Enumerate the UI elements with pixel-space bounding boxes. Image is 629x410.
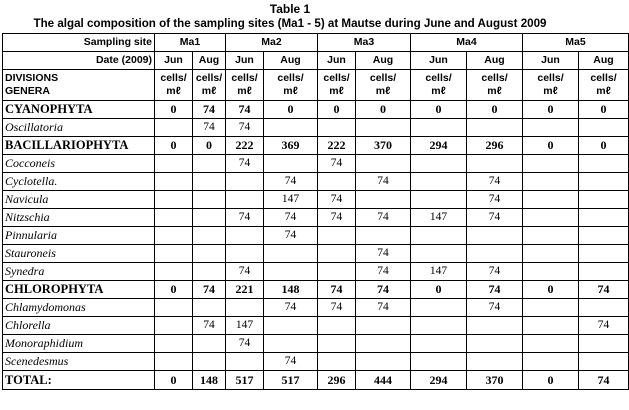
genus-row	[3, 119, 629, 137]
genus-row	[3, 155, 629, 173]
cell-value	[356, 227, 411, 245]
cell-value: 74	[226, 155, 264, 173]
genus-name: Cocconeis	[3, 155, 155, 173]
cell-value	[264, 263, 318, 281]
cell-value	[579, 245, 629, 263]
cell-value	[193, 245, 226, 263]
genus-row	[3, 191, 629, 209]
unit-header: cells/ mℓ	[155, 70, 193, 101]
cell-value	[467, 155, 523, 173]
cell-value: 74	[318, 155, 356, 173]
cell-value	[579, 335, 629, 353]
cell-value	[523, 299, 579, 317]
unit-header: cells/ mℓ	[318, 70, 356, 101]
unit-header: cells/ mℓ	[467, 70, 523, 101]
genus-row	[3, 173, 629, 191]
table-body	[3, 101, 629, 390]
cell-value	[523, 209, 579, 227]
month-header: Jun	[318, 52, 356, 70]
cell-value: 0	[467, 101, 523, 119]
cell-value	[523, 335, 579, 353]
cell-value: 74	[356, 173, 411, 191]
cell-value	[579, 155, 629, 173]
cell-value	[523, 317, 579, 335]
genus-name: Pinnularia	[3, 227, 155, 245]
cell-value	[318, 335, 356, 353]
cell-value	[193, 173, 226, 191]
genus-name: Navicula	[3, 191, 155, 209]
cell-value	[226, 299, 264, 317]
genus-row	[3, 227, 629, 245]
cell-value	[264, 245, 318, 263]
month-header: Aug	[193, 52, 226, 70]
cell-value: 74	[579, 371, 629, 390]
date-row	[3, 52, 629, 70]
genus-row	[3, 263, 629, 281]
table-page	[2, 2, 617, 408]
cell-value	[523, 245, 579, 263]
cell-value	[579, 353, 629, 371]
cell-value	[467, 119, 523, 137]
cell-value: 0	[155, 371, 193, 390]
cell-value: 74	[193, 317, 226, 335]
cell-value: 74	[226, 263, 264, 281]
cell-value: 0	[579, 137, 629, 155]
cell-value	[411, 317, 467, 335]
cell-value: 148	[264, 281, 318, 299]
cell-value	[318, 245, 356, 263]
cell-value: 296	[318, 371, 356, 390]
unit-header: cells/ mℓ	[356, 70, 411, 101]
site-header-ma1: Ma1	[155, 34, 226, 52]
genus-row	[3, 299, 629, 317]
cell-value	[523, 263, 579, 281]
cell-value	[523, 353, 579, 371]
cell-value: 0	[155, 137, 193, 155]
table-title: Table 1	[269, 2, 311, 16]
cell-value	[318, 263, 356, 281]
cell-value: 74	[318, 281, 356, 299]
cell-value: 370	[356, 137, 411, 155]
cell-value	[523, 173, 579, 191]
cell-value	[523, 191, 579, 209]
cell-value: 148	[193, 371, 226, 390]
divisions-genera-row	[3, 70, 629, 101]
cell-value	[411, 335, 467, 353]
table-subtitle: The algal composition of the sampling sites (Ma1 - 5) at Mautse during June and August 2009	[33, 17, 547, 30]
month-header: Aug	[264, 52, 318, 70]
cell-value	[523, 155, 579, 173]
cell-value: 0	[523, 101, 579, 119]
cell-value	[411, 155, 467, 173]
cell-value: 222	[318, 137, 356, 155]
cell-value: 74	[226, 209, 264, 227]
genera-label: GENERA	[5, 85, 50, 97]
genus-name: Chlamydomonas	[3, 299, 155, 317]
divisions-label: DIVISIONS	[5, 72, 59, 84]
genus-row	[3, 245, 629, 263]
cell-value	[155, 173, 193, 191]
genus-row	[3, 209, 629, 227]
cell-value: 74	[318, 299, 356, 317]
date-label: Date (2009)	[3, 52, 155, 70]
cell-value: 74	[579, 317, 629, 335]
month-header: Jun	[411, 52, 467, 70]
cell-value: 0	[318, 101, 356, 119]
site-header-ma2: Ma2	[226, 34, 318, 52]
cell-value: 74	[193, 281, 226, 299]
month-header: Aug	[356, 52, 411, 70]
cell-value	[411, 191, 467, 209]
cell-value: 74	[264, 227, 318, 245]
cell-value: 147	[411, 209, 467, 227]
cell-value: 369	[264, 137, 318, 155]
cell-value	[579, 227, 629, 245]
unit-header: cells/ mℓ	[579, 70, 629, 101]
site-header-ma3: Ma3	[318, 34, 411, 52]
cell-value	[226, 227, 264, 245]
cell-value: 74	[467, 173, 523, 191]
cell-value: 74	[467, 299, 523, 317]
cell-value: 74	[356, 281, 411, 299]
cell-value: 74	[264, 209, 318, 227]
division-name: BACILLARIOPHYTA	[3, 137, 155, 155]
cell-value	[155, 119, 193, 137]
cell-value: 74	[467, 281, 523, 299]
site-header-ma5: Ma5	[523, 34, 629, 52]
cell-value: 74	[356, 263, 411, 281]
cell-value: 0	[523, 281, 579, 299]
cell-value: 147	[411, 263, 467, 281]
cell-value: 147	[264, 191, 318, 209]
cell-value	[356, 335, 411, 353]
cell-value: 444	[356, 371, 411, 390]
cell-value: 0	[523, 371, 579, 390]
cell-value	[318, 317, 356, 335]
cell-value: 74	[226, 101, 264, 119]
cell-value	[579, 299, 629, 317]
cell-value: 517	[264, 371, 318, 390]
total-row	[3, 371, 629, 390]
cell-value: 0	[411, 281, 467, 299]
unit-header: cells/ mℓ	[226, 70, 264, 101]
cell-value	[264, 119, 318, 137]
cell-value: 74	[226, 119, 264, 137]
sampling-site-row	[3, 34, 629, 52]
cell-value	[579, 173, 629, 191]
genus-name: Stauroneis	[3, 245, 155, 263]
cell-value	[523, 119, 579, 137]
cell-value	[155, 191, 193, 209]
unit-header: cells/ mℓ	[411, 70, 467, 101]
month-header: Aug	[467, 52, 523, 70]
cell-value: 74	[356, 209, 411, 227]
month-header: Jun	[226, 52, 264, 70]
month-header: Aug	[579, 52, 629, 70]
cell-value	[155, 353, 193, 371]
genus-name: Nitzschia	[3, 209, 155, 227]
cell-value: 74	[226, 335, 264, 353]
cell-value	[579, 119, 629, 137]
unit-header: cells/ mℓ	[193, 70, 226, 101]
cell-value	[411, 353, 467, 371]
cell-value: 74	[467, 209, 523, 227]
total-label: TOTAL:	[3, 371, 155, 390]
genus-name: Cyclotella.	[3, 173, 155, 191]
cell-value	[264, 317, 318, 335]
cell-value: 296	[467, 137, 523, 155]
cell-value	[467, 335, 523, 353]
cell-value	[411, 227, 467, 245]
division-row	[3, 101, 629, 119]
cell-value	[264, 335, 318, 353]
cell-value: 517	[226, 371, 264, 390]
cell-value	[155, 335, 193, 353]
cell-value: 74	[467, 263, 523, 281]
cell-value	[356, 353, 411, 371]
cell-value	[226, 191, 264, 209]
cell-value: 370	[467, 371, 523, 390]
cell-value	[467, 353, 523, 371]
cell-value	[356, 317, 411, 335]
genus-name: Monoraphidium	[3, 335, 155, 353]
cell-value	[411, 299, 467, 317]
cell-value: 0	[193, 137, 226, 155]
division-name: CHLOROPHYTA	[3, 281, 155, 299]
cell-value: 221	[226, 281, 264, 299]
cell-value	[226, 173, 264, 191]
cell-value	[467, 317, 523, 335]
divisions-genera-label	[3, 70, 155, 101]
cell-value	[155, 209, 193, 227]
division-name: CYANOPHYTA	[3, 101, 155, 119]
cell-value: 0	[264, 101, 318, 119]
genus-name: Synedra	[3, 263, 155, 281]
cell-value	[356, 155, 411, 173]
cell-value	[264, 155, 318, 173]
genus-name: Scenedesmus	[3, 353, 155, 371]
cell-value: 74	[264, 173, 318, 191]
cell-value	[318, 173, 356, 191]
genus-row	[3, 353, 629, 371]
cell-value	[193, 209, 226, 227]
cell-value	[579, 191, 629, 209]
cell-value	[318, 227, 356, 245]
cell-value	[411, 173, 467, 191]
cell-value	[579, 209, 629, 227]
cell-value: 74	[356, 299, 411, 317]
cell-value: 74	[318, 209, 356, 227]
cell-value	[155, 317, 193, 335]
cell-value: 74	[467, 191, 523, 209]
cell-value: 74	[264, 353, 318, 371]
cell-value	[226, 245, 264, 263]
cell-value: 0	[523, 137, 579, 155]
month-header: Jun	[155, 52, 193, 70]
cell-value	[193, 155, 226, 173]
cell-value	[155, 245, 193, 263]
cell-value: 294	[411, 137, 467, 155]
genus-name: Oscillatoria	[3, 119, 155, 137]
cell-value: 0	[155, 101, 193, 119]
cell-value: 74	[193, 101, 226, 119]
cell-value	[155, 299, 193, 317]
cell-value	[318, 353, 356, 371]
cell-value: 294	[411, 371, 467, 390]
cell-value	[318, 119, 356, 137]
cell-value: 74	[579, 281, 629, 299]
cell-value	[155, 155, 193, 173]
site-header-ma4: Ma4	[411, 34, 523, 52]
cell-value	[193, 191, 226, 209]
cell-value	[411, 119, 467, 137]
cell-value	[155, 227, 193, 245]
cell-value	[356, 191, 411, 209]
cell-value	[411, 245, 467, 263]
cell-value	[193, 353, 226, 371]
cell-value	[523, 227, 579, 245]
cell-value: 0	[155, 281, 193, 299]
cell-value	[155, 263, 193, 281]
sampling-site-label: Sampling site	[3, 34, 155, 52]
genus-name: Chlorella	[3, 317, 155, 335]
cell-value	[193, 335, 226, 353]
cell-value: 0	[579, 101, 629, 119]
month-header: Jun	[523, 52, 579, 70]
cell-value: 0	[356, 101, 411, 119]
division-row	[3, 137, 629, 155]
cell-value: 0	[411, 101, 467, 119]
division-row	[3, 281, 629, 299]
cell-value	[467, 245, 523, 263]
cell-value	[467, 227, 523, 245]
algal-composition-table	[2, 33, 629, 390]
cell-value	[193, 263, 226, 281]
unit-header: cells/ mℓ	[523, 70, 579, 101]
cell-value: 74	[193, 119, 226, 137]
cell-value: 74	[318, 191, 356, 209]
cell-value: 147	[226, 317, 264, 335]
cell-value: 222	[226, 137, 264, 155]
cell-value	[226, 353, 264, 371]
cell-value	[579, 263, 629, 281]
genus-row	[3, 335, 629, 353]
unit-header: cells/ mℓ	[264, 70, 318, 101]
cell-value	[193, 227, 226, 245]
cell-value	[356, 119, 411, 137]
cell-value: 74	[356, 245, 411, 263]
cell-value	[193, 299, 226, 317]
genus-row	[3, 317, 629, 335]
cell-value: 74	[264, 299, 318, 317]
